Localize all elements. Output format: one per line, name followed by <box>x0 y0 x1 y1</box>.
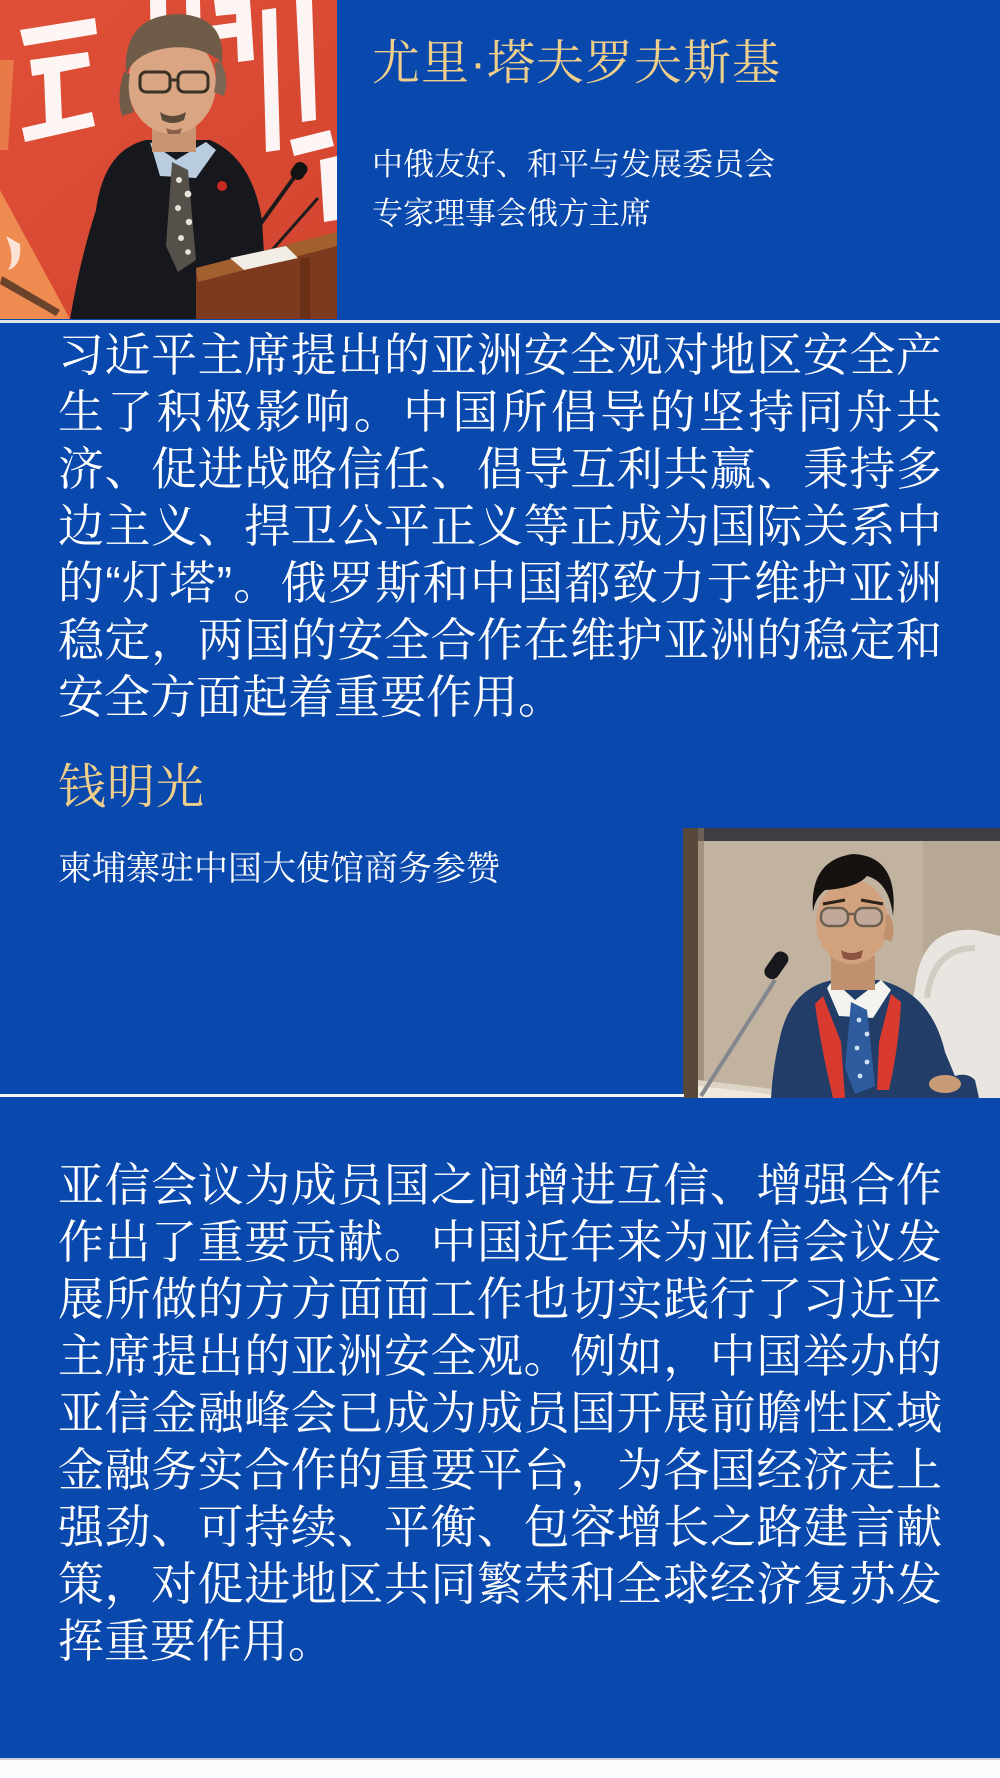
bottom-page-edge <box>0 1758 1000 1778</box>
speaker-name: 尤里·塔夫罗夫斯基 <box>372 37 781 90</box>
speaker-name: 钱明光 <box>58 761 206 814</box>
speaker-quote: 亚信会议为成员国之间增进互信、增强合作作出了重要贡献。中国近年来为亚信会议发展所做的方方面面工作也切实践行了习近平主席提出的亚洲安全观。例如，中国举办的亚信金融峰会已成为成员国开展前瞻性区域金融务实合作的重要平台，为各国经济走上强劲、可持续、平衡、包容增长之路建言献策，对促进地区共同繁荣和全球经济复苏发挥重要作用。 <box>58 1159 942 1667</box>
section-divider <box>0 1094 684 1097</box>
photo-qian-mingguang <box>683 828 1000 1098</box>
photo-yuri-tavrovsky <box>0 0 337 319</box>
speaker-title-line: 中俄友好、和平与发展委员会 <box>372 147 775 182</box>
speaker-quote: 习近平主席提出的亚洲安全观对地区安全产生了积极影响。中国所倡导的坚持同舟共济、促进战略信任、倡导互利共赢、秉持多边主义、捍卫公平正义等正成为国际关系中的“灯塔”。俄罗斯和中国都致力于维护亚洲稳定，两国的安全合作在维护亚洲的稳定和安全方面起着重要作用。 <box>58 329 942 723</box>
section-divider <box>0 320 1000 323</box>
speaker-title-line: 柬埔寨驻中国大使馆商务参赞 <box>58 850 500 888</box>
speaker-title <box>58 846 500 892</box>
speaker-title-line: 专家理事会俄方主席 <box>372 196 651 231</box>
speaker-title <box>372 140 775 238</box>
